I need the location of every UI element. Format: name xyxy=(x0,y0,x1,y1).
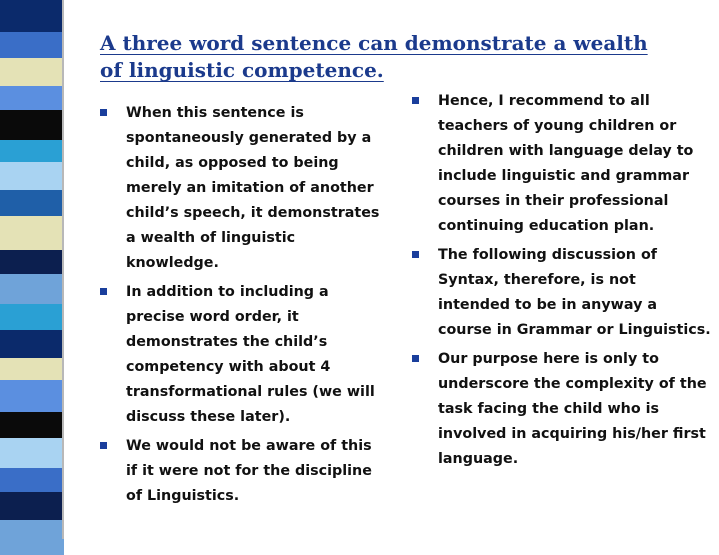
square-bullet-icon xyxy=(412,251,419,258)
bullet-text: The following discussion of Syntax, therefore, is not intended to be in anyway a course in Grammar or Linguistics. xyxy=(438,247,711,338)
stripe-segment xyxy=(0,304,64,330)
stripe-segment xyxy=(0,520,64,555)
square-bullet-icon xyxy=(412,97,419,104)
stripe-segment xyxy=(0,492,64,520)
decorative-stripe-bar xyxy=(0,0,64,539)
stripe-segment xyxy=(0,58,64,86)
bullet-text: We would not be aware of this if it were not for the discipline of Linguistics. xyxy=(126,438,372,504)
stripe-segment xyxy=(0,162,64,190)
stripe-segment xyxy=(0,0,64,32)
stripe-segment xyxy=(0,468,64,492)
stripe-segment xyxy=(0,140,64,162)
square-bullet-icon xyxy=(412,355,419,362)
bullet-text: Our purpose here is only to underscore the complexity of the task facing the child who is involved in acquiring his/her first language. xyxy=(438,351,707,467)
stripe-segment xyxy=(0,250,64,274)
stripe-segment xyxy=(0,330,64,358)
stripe-bar-edge xyxy=(62,0,64,539)
bullet-item xyxy=(412,347,712,472)
bullet-item xyxy=(100,101,385,276)
slide-title: A three word sentence can demonstrate a wealth of linguistic competence. xyxy=(100,31,648,82)
bullet-text: When this sentence is spontaneously generated by a child, as opposed to being merely an imitation of another child’s speech, it demonstrates a wealth of linguistic knowledge. xyxy=(126,105,380,271)
stripe-segment xyxy=(0,412,64,438)
stripe-segment xyxy=(0,32,64,58)
bullet-item xyxy=(100,434,385,509)
stripe-segment xyxy=(0,216,64,250)
stripe-segment xyxy=(0,86,64,110)
square-bullet-icon xyxy=(100,442,107,449)
stripe-segment xyxy=(0,110,64,140)
bullet-item xyxy=(412,243,712,343)
stripe-segment xyxy=(0,190,64,216)
stripe-segment xyxy=(0,358,64,380)
stripe-segment xyxy=(0,380,64,412)
stripe-segment xyxy=(0,438,64,468)
left-column xyxy=(100,101,385,513)
square-bullet-icon xyxy=(100,288,107,295)
right-column xyxy=(412,89,712,476)
bullet-text: Hence, I recommend to all teachers of young children or children with language delay to include linguistic and grammar courses in their professional continuing education plan. xyxy=(438,93,694,234)
bullet-item xyxy=(412,89,712,239)
bullet-item xyxy=(100,280,385,430)
stripe-segment xyxy=(0,274,64,304)
square-bullet-icon xyxy=(100,109,107,116)
bullet-text: In addition to including a precise word order, it demonstrates the child’s competency with about 4 transformational rules (we will discuss these later). xyxy=(126,284,375,425)
